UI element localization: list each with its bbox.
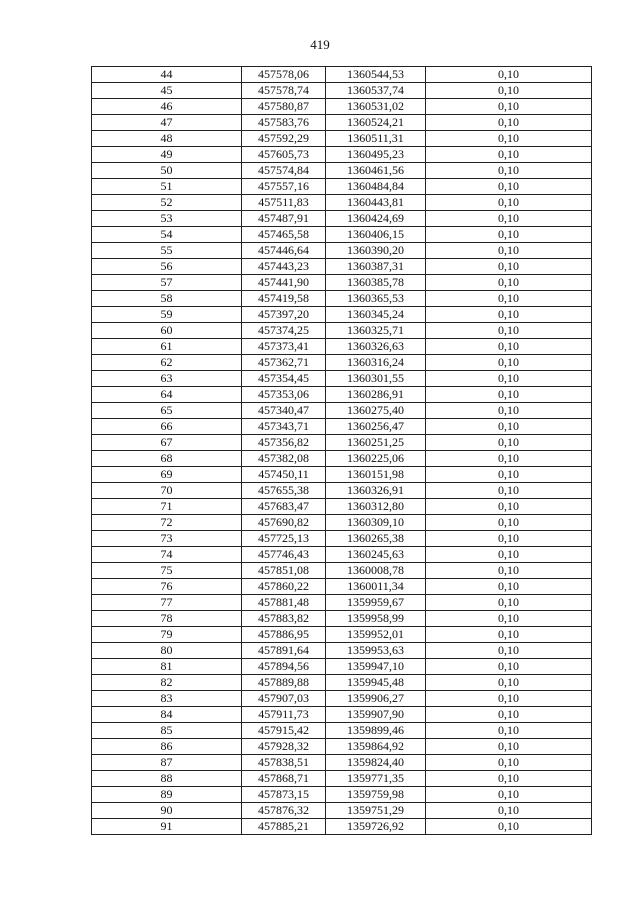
point-number-cell: 82 <box>92 675 242 691</box>
x-coordinate-cell: 457441,90 <box>242 275 326 291</box>
table-row <box>92 419 592 435</box>
y-coordinate-cell: 1359759,98 <box>326 787 426 803</box>
table-row <box>92 259 592 275</box>
accuracy-cell: 0,10 <box>426 691 592 707</box>
y-coordinate-cell: 1360484,84 <box>326 179 426 195</box>
point-number-cell: 91 <box>92 819 242 835</box>
table-row <box>92 499 592 515</box>
x-coordinate-cell: 457382,08 <box>242 451 326 467</box>
table-row <box>92 579 592 595</box>
accuracy-cell: 0,10 <box>426 307 592 323</box>
accuracy-cell: 0,10 <box>426 163 592 179</box>
y-coordinate-cell: 1359907,90 <box>326 707 426 723</box>
y-coordinate-cell: 1360309,10 <box>326 515 426 531</box>
point-number-cell: 58 <box>92 291 242 307</box>
x-coordinate-cell: 457873,15 <box>242 787 326 803</box>
table-row <box>92 147 592 163</box>
accuracy-cell: 0,10 <box>426 275 592 291</box>
table-row <box>92 659 592 675</box>
point-number-cell: 69 <box>92 467 242 483</box>
point-number-cell: 84 <box>92 707 242 723</box>
y-coordinate-cell: 1360385,78 <box>326 275 426 291</box>
x-coordinate-cell: 457450,11 <box>242 467 326 483</box>
x-coordinate-cell: 457373,41 <box>242 339 326 355</box>
x-coordinate-cell: 457725,13 <box>242 531 326 547</box>
table-row <box>92 707 592 723</box>
table-row <box>92 339 592 355</box>
point-number-cell: 61 <box>92 339 242 355</box>
x-coordinate-cell: 457886,95 <box>242 627 326 643</box>
table-row <box>92 179 592 195</box>
x-coordinate-cell: 457605,73 <box>242 147 326 163</box>
point-number-cell: 44 <box>92 67 242 83</box>
table-row <box>92 387 592 403</box>
y-coordinate-cell: 1360406,15 <box>326 227 426 243</box>
point-number-cell: 52 <box>92 195 242 211</box>
point-number-cell: 89 <box>92 787 242 803</box>
point-number-cell: 48 <box>92 131 242 147</box>
point-number-cell: 55 <box>92 243 242 259</box>
accuracy-cell: 0,10 <box>426 115 592 131</box>
accuracy-cell: 0,10 <box>426 195 592 211</box>
accuracy-cell: 0,10 <box>426 227 592 243</box>
point-number-cell: 79 <box>92 627 242 643</box>
point-number-cell: 74 <box>92 547 242 563</box>
point-number-cell: 75 <box>92 563 242 579</box>
accuracy-cell: 0,10 <box>426 707 592 723</box>
table-row <box>92 547 592 563</box>
accuracy-cell: 0,10 <box>426 243 592 259</box>
table-row <box>92 739 592 755</box>
accuracy-cell: 0,10 <box>426 291 592 307</box>
point-number-cell: 60 <box>92 323 242 339</box>
y-coordinate-cell: 1360225,06 <box>326 451 426 467</box>
accuracy-cell: 0,10 <box>426 99 592 115</box>
y-coordinate-cell: 1359726,92 <box>326 819 426 835</box>
y-coordinate-cell: 1359953,63 <box>326 643 426 659</box>
accuracy-cell: 0,10 <box>426 547 592 563</box>
point-number-cell: 47 <box>92 115 242 131</box>
x-coordinate-cell: 457583,76 <box>242 115 326 131</box>
accuracy-cell: 0,10 <box>426 515 592 531</box>
point-number-cell: 56 <box>92 259 242 275</box>
x-coordinate-cell: 457353,06 <box>242 387 326 403</box>
y-coordinate-cell: 1359947,10 <box>326 659 426 675</box>
point-number-cell: 50 <box>92 163 242 179</box>
y-coordinate-cell: 1360251,25 <box>326 435 426 451</box>
x-coordinate-cell: 457340,47 <box>242 403 326 419</box>
x-coordinate-cell: 457487,91 <box>242 211 326 227</box>
point-number-cell: 68 <box>92 451 242 467</box>
accuracy-cell: 0,10 <box>426 499 592 515</box>
table-row <box>92 787 592 803</box>
point-number-cell: 49 <box>92 147 242 163</box>
point-number-cell: 64 <box>92 387 242 403</box>
point-number-cell: 81 <box>92 659 242 675</box>
accuracy-cell: 0,10 <box>426 723 592 739</box>
y-coordinate-cell: 1360245,63 <box>326 547 426 563</box>
y-coordinate-cell: 1359864,92 <box>326 739 426 755</box>
x-coordinate-cell: 457578,74 <box>242 83 326 99</box>
x-coordinate-cell: 457511,83 <box>242 195 326 211</box>
point-number-cell: 57 <box>92 275 242 291</box>
table-row <box>92 723 592 739</box>
x-coordinate-cell: 457446,64 <box>242 243 326 259</box>
x-coordinate-cell: 457891,64 <box>242 643 326 659</box>
accuracy-cell: 0,10 <box>426 451 592 467</box>
y-coordinate-cell: 1360326,63 <box>326 339 426 355</box>
table-row <box>92 451 592 467</box>
y-coordinate-cell: 1360301,55 <box>326 371 426 387</box>
table-row <box>92 99 592 115</box>
y-coordinate-cell: 1359959,67 <box>326 595 426 611</box>
accuracy-cell: 0,10 <box>426 483 592 499</box>
x-coordinate-cell: 457907,03 <box>242 691 326 707</box>
y-coordinate-cell: 1359771,35 <box>326 771 426 787</box>
x-coordinate-cell: 457580,87 <box>242 99 326 115</box>
page-number: 419 <box>310 37 330 52</box>
point-number-cell: 51 <box>92 179 242 195</box>
accuracy-cell: 0,10 <box>426 627 592 643</box>
table-row <box>92 195 592 211</box>
y-coordinate-cell: 1359824,40 <box>326 755 426 771</box>
x-coordinate-cell: 457838,51 <box>242 755 326 771</box>
table-row <box>92 83 592 99</box>
point-number-cell: 85 <box>92 723 242 739</box>
table-row <box>92 531 592 547</box>
table-row <box>92 611 592 627</box>
point-number-cell: 67 <box>92 435 242 451</box>
x-coordinate-cell: 457889,88 <box>242 675 326 691</box>
point-number-cell: 62 <box>92 355 242 371</box>
table-row <box>92 819 592 835</box>
x-coordinate-cell: 457343,71 <box>242 419 326 435</box>
x-coordinate-cell: 457655,38 <box>242 483 326 499</box>
table-row <box>92 803 592 819</box>
accuracy-cell: 0,10 <box>426 467 592 483</box>
table-row <box>92 627 592 643</box>
table-row <box>92 563 592 579</box>
table-row <box>92 643 592 659</box>
y-coordinate-cell: 1360531,02 <box>326 99 426 115</box>
accuracy-cell: 0,10 <box>426 611 592 627</box>
table-row <box>92 595 592 611</box>
point-number-cell: 88 <box>92 771 242 787</box>
table-row <box>92 771 592 787</box>
y-coordinate-cell: 1360443,81 <box>326 195 426 211</box>
y-coordinate-cell: 1359751,29 <box>326 803 426 819</box>
coordinates-table-body <box>92 67 592 835</box>
coordinates-table <box>91 66 592 835</box>
y-coordinate-cell: 1360390,20 <box>326 243 426 259</box>
x-coordinate-cell: 457894,56 <box>242 659 326 675</box>
point-number-cell: 77 <box>92 595 242 611</box>
point-number-cell: 76 <box>92 579 242 595</box>
table-row <box>92 483 592 499</box>
y-coordinate-cell: 1360511,31 <box>326 131 426 147</box>
accuracy-cell: 0,10 <box>426 211 592 227</box>
accuracy-cell: 0,10 <box>426 355 592 371</box>
y-coordinate-cell: 1359945,48 <box>326 675 426 691</box>
y-coordinate-cell: 1359958,99 <box>326 611 426 627</box>
point-number-cell: 80 <box>92 643 242 659</box>
x-coordinate-cell: 457557,16 <box>242 179 326 195</box>
point-number-cell: 86 <box>92 739 242 755</box>
accuracy-cell: 0,10 <box>426 371 592 387</box>
point-number-cell: 70 <box>92 483 242 499</box>
y-coordinate-cell: 1360316,24 <box>326 355 426 371</box>
point-number-cell: 72 <box>92 515 242 531</box>
accuracy-cell: 0,10 <box>426 659 592 675</box>
accuracy-cell: 0,10 <box>426 179 592 195</box>
point-number-cell: 65 <box>92 403 242 419</box>
x-coordinate-cell: 457683,47 <box>242 499 326 515</box>
accuracy-cell: 0,10 <box>426 787 592 803</box>
table-row <box>92 131 592 147</box>
accuracy-cell: 0,10 <box>426 595 592 611</box>
y-coordinate-cell: 1360151,98 <box>326 467 426 483</box>
point-number-cell: 90 <box>92 803 242 819</box>
accuracy-cell: 0,10 <box>426 339 592 355</box>
table-row <box>92 675 592 691</box>
table-row <box>92 467 592 483</box>
x-coordinate-cell: 457881,48 <box>242 595 326 611</box>
x-coordinate-cell: 457851,08 <box>242 563 326 579</box>
point-number-cell: 87 <box>92 755 242 771</box>
accuracy-cell: 0,10 <box>426 419 592 435</box>
point-number-cell: 53 <box>92 211 242 227</box>
x-coordinate-cell: 457876,32 <box>242 803 326 819</box>
x-coordinate-cell: 457465,58 <box>242 227 326 243</box>
table-row <box>92 515 592 531</box>
y-coordinate-cell: 1360537,74 <box>326 83 426 99</box>
x-coordinate-cell: 457374,25 <box>242 323 326 339</box>
x-coordinate-cell: 457868,71 <box>242 771 326 787</box>
accuracy-cell: 0,10 <box>426 131 592 147</box>
y-coordinate-cell: 1360495,23 <box>326 147 426 163</box>
table-row <box>92 403 592 419</box>
accuracy-cell: 0,10 <box>426 531 592 547</box>
x-coordinate-cell: 457746,43 <box>242 547 326 563</box>
accuracy-cell: 0,10 <box>426 403 592 419</box>
y-coordinate-cell: 1360544,53 <box>326 67 426 83</box>
accuracy-cell: 0,10 <box>426 643 592 659</box>
table-row <box>92 355 592 371</box>
accuracy-cell: 0,10 <box>426 387 592 403</box>
y-coordinate-cell: 1360325,71 <box>326 323 426 339</box>
y-coordinate-cell: 1359906,27 <box>326 691 426 707</box>
table-row <box>92 691 592 707</box>
y-coordinate-cell: 1360312,80 <box>326 499 426 515</box>
accuracy-cell: 0,10 <box>426 803 592 819</box>
point-number-cell: 54 <box>92 227 242 243</box>
table-row <box>92 435 592 451</box>
x-coordinate-cell: 457362,71 <box>242 355 326 371</box>
table-row <box>92 307 592 323</box>
table-row <box>92 115 592 131</box>
y-coordinate-cell: 1360265,38 <box>326 531 426 547</box>
x-coordinate-cell: 457860,22 <box>242 579 326 595</box>
y-coordinate-cell: 1360461,56 <box>326 163 426 179</box>
table-row <box>92 371 592 387</box>
x-coordinate-cell: 457356,82 <box>242 435 326 451</box>
y-coordinate-cell: 1360387,31 <box>326 259 426 275</box>
x-coordinate-cell: 457885,21 <box>242 819 326 835</box>
table-row <box>92 227 592 243</box>
y-coordinate-cell: 1360424,69 <box>326 211 426 227</box>
x-coordinate-cell: 457928,32 <box>242 739 326 755</box>
point-number-cell: 63 <box>92 371 242 387</box>
table-row <box>92 755 592 771</box>
y-coordinate-cell: 1360286,91 <box>326 387 426 403</box>
x-coordinate-cell: 457915,42 <box>242 723 326 739</box>
y-coordinate-cell: 1360365,53 <box>326 291 426 307</box>
y-coordinate-cell: 1360345,24 <box>326 307 426 323</box>
accuracy-cell: 0,10 <box>426 771 592 787</box>
table-row <box>92 291 592 307</box>
point-number-cell: 78 <box>92 611 242 627</box>
y-coordinate-cell: 1359899,46 <box>326 723 426 739</box>
y-coordinate-cell: 1360326,91 <box>326 483 426 499</box>
x-coordinate-cell: 457578,06 <box>242 67 326 83</box>
accuracy-cell: 0,10 <box>426 147 592 163</box>
table-row <box>92 323 592 339</box>
y-coordinate-cell: 1360275,40 <box>326 403 426 419</box>
table-row <box>92 243 592 259</box>
point-number-cell: 83 <box>92 691 242 707</box>
x-coordinate-cell: 457911,73 <box>242 707 326 723</box>
accuracy-cell: 0,10 <box>426 323 592 339</box>
point-number-cell: 66 <box>92 419 242 435</box>
x-coordinate-cell: 457574,84 <box>242 163 326 179</box>
accuracy-cell: 0,10 <box>426 819 592 835</box>
accuracy-cell: 0,10 <box>426 563 592 579</box>
y-coordinate-cell: 1360011,34 <box>326 579 426 595</box>
y-coordinate-cell: 1360524,21 <box>326 115 426 131</box>
point-number-cell: 73 <box>92 531 242 547</box>
table-row <box>92 163 592 179</box>
x-coordinate-cell: 457397,20 <box>242 307 326 323</box>
accuracy-cell: 0,10 <box>426 83 592 99</box>
x-coordinate-cell: 457419,58 <box>242 291 326 307</box>
accuracy-cell: 0,10 <box>426 675 592 691</box>
table-row <box>92 211 592 227</box>
accuracy-cell: 0,10 <box>426 739 592 755</box>
accuracy-cell: 0,10 <box>426 259 592 275</box>
point-number-cell: 46 <box>92 99 242 115</box>
point-number-cell: 45 <box>92 83 242 99</box>
x-coordinate-cell: 457592,29 <box>242 131 326 147</box>
y-coordinate-cell: 1360008,78 <box>326 563 426 579</box>
point-number-cell: 71 <box>92 499 242 515</box>
x-coordinate-cell: 457690,82 <box>242 515 326 531</box>
table-row <box>92 275 592 291</box>
x-coordinate-cell: 457354,45 <box>242 371 326 387</box>
x-coordinate-cell: 457883,82 <box>242 611 326 627</box>
x-coordinate-cell: 457443,23 <box>242 259 326 275</box>
table-row <box>92 67 592 83</box>
y-coordinate-cell: 1360256,47 <box>326 419 426 435</box>
point-number-cell: 59 <box>92 307 242 323</box>
accuracy-cell: 0,10 <box>426 579 592 595</box>
accuracy-cell: 0,10 <box>426 435 592 451</box>
accuracy-cell: 0,10 <box>426 67 592 83</box>
accuracy-cell: 0,10 <box>426 755 592 771</box>
y-coordinate-cell: 1359952,01 <box>326 627 426 643</box>
